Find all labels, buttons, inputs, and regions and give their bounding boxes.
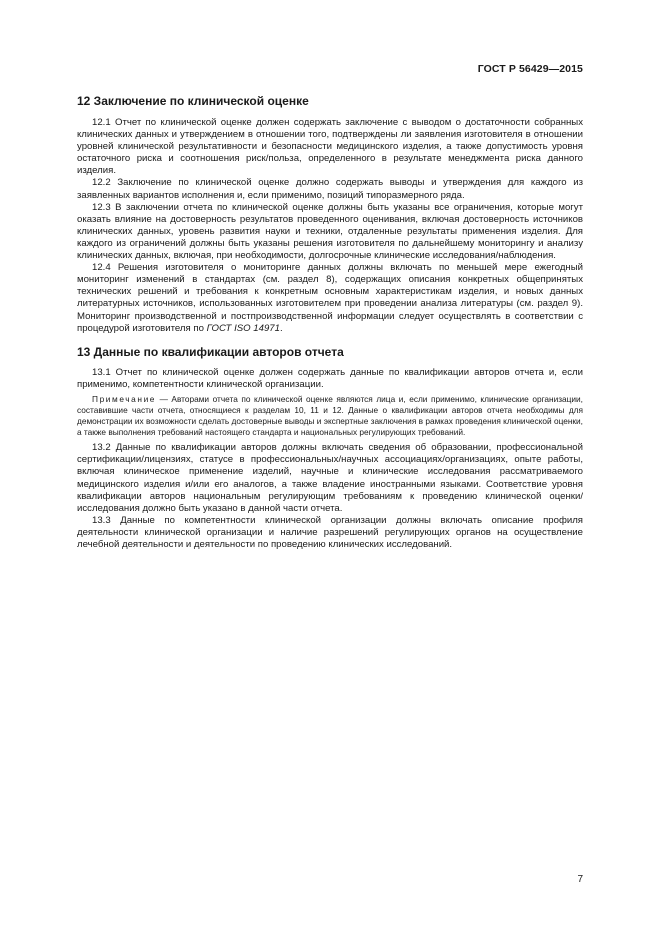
section-13-title: 13 Данные по квалификации авторов отчета bbox=[77, 344, 344, 359]
standard-code: ГОСТ Р 56429—2015 bbox=[477, 63, 583, 75]
note bbox=[77, 394, 583, 438]
note-label: Примечание bbox=[92, 393, 157, 404]
paragraph-12-2: 12.2 Заключение по клинической оценке должно содержать выводы и утверждения для каждого из заявленных вариантов исполнения и, если применимо, позиций типоразмерного ряда. bbox=[77, 177, 583, 201]
standard-reference: ГОСТ ISO 14971 bbox=[206, 322, 280, 334]
section-12-title: 12 Заключение по клинической оценке bbox=[77, 94, 309, 108]
note-text: — Авторами отчета по клинической оценке являются лица и, если применимо, клинические организации, составившие части отчета, относящиеся к разделам 10, 11 и 12. Данные о квалификации авторов отчета необходимы для демонстрации их возможности сделать достоверные выводы и экспертные заключения в рамках проведения клинической оценки, а также выполнения требований настоящего стандарта и национальных регулирующих требований. bbox=[77, 393, 583, 438]
paragraph-12-1: 12.1 Отчет по клинической оценке должен содержать заключение с выводом о достаточности собранных клинических данных и утверждением в отношении того, подтверждены ли заявления изготовителя в отношении уровней клинической результативности и безопасности медицинского изделия, а также допустимость уровня остаточного риска и соотношения риск/польза, определенного в результате менеджмента риска данного изделия. bbox=[77, 117, 583, 177]
page-number: 7 bbox=[577, 874, 583, 885]
paragraph-13-3: 13.3 Данные по компетентности клинической организации должны включать описание профиля деятельности клинической организации и наличие разрешений регулирующих органов на осуществление лечебной деятельности и деятельности по проведению клинических исследований. bbox=[77, 514, 583, 550]
paragraph-12-4-end: . bbox=[279, 322, 283, 334]
paragraph-13-2: 13.2 Данные по квалификации авторов должны включать сведения об образовании, профессиональной сертификации/лицензиях, статусе в профессиональных/научных ассоциациях/организациях, опыте работы, включая клиническое применение изделий, научные и клинические исследования рассматриваемого медицинского изделия и/или его аналогов, а также владение иностранными языками. Соответствие уровня квалификации авторов национальным регулирующим требованиям к проведению клинической оценки/исследования должно быть указано в данной части отчета. bbox=[77, 442, 583, 514]
document-body bbox=[77, 92, 583, 551]
paragraph-13-1: 13.1 Отчет по клинической оценке должен содержать данные по квалификации авторов отчета и, если применимо, компетентности клинической организации. bbox=[77, 366, 583, 390]
paragraph-12-4-text: 12.4 Решения изготовителя о мониторинге данных должны включать по меньшей мере ежегодный мониторинг изменений в стандартах (см. раздел 8), содержащих описания конкретных общепринятых технических решений и требования к конкретным основным характеристикам изделия, и новых данных литературных источников, использованных изготовителем при проведении анализа литературы (см. раздел 9). Мониторинг производственной и постпроизводственной информации следует осуществлять в соответствии с процедурой изготовителя по bbox=[77, 262, 583, 334]
paragraph-12-3: 12.3 В заключении отчета по клинической оценке должны быть указаны все ограничения, которые могут оказать влияние на достоверность результатов проведенного оценивания, включая достоверность источников клинических данных, уровень развития науки и техники, отдаленные результаты применения изделия. Для каждого из ограничений должны быть указаны решения изготовителя по дальнейшему мониторингу и анализу клинических данных, включая, при необходимости, долгосрочные клинические исследования/наблюдения. bbox=[77, 201, 583, 262]
paragraph-12-4 bbox=[77, 262, 583, 335]
